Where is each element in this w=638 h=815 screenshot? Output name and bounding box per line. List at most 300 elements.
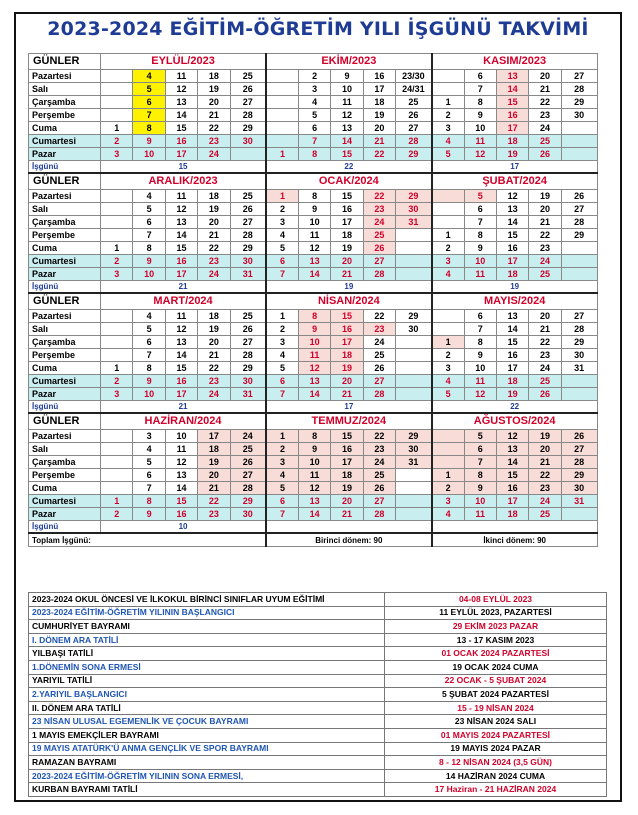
event-date: 23 NİSAN 2024 SALI [385, 715, 607, 729]
day-cell [266, 122, 298, 135]
day-cell: 4 [432, 508, 464, 521]
day-label: Çarşamba [29, 96, 101, 109]
day-cell: 1 [266, 310, 298, 323]
day-cell: 16 [496, 109, 528, 122]
day-cell: 24 [363, 216, 395, 229]
day-cell: 30 [396, 443, 432, 456]
day-cell: 9 [133, 135, 165, 148]
day-cell: 27 [230, 216, 266, 229]
isgunu-value: 17 [266, 401, 432, 414]
day-cell [101, 83, 133, 96]
day-cell: 20 [331, 375, 363, 388]
day-cell: 27 [561, 70, 597, 83]
day-cell: 12 [464, 148, 496, 161]
day-cell: 6 [133, 469, 165, 482]
isgunu-label: İşgünü [29, 281, 101, 294]
day-cell: 4 [133, 443, 165, 456]
day-cell: 18 [496, 268, 528, 281]
day-cell: 18 [198, 70, 230, 83]
day-cell: 10 [464, 362, 496, 375]
day-cell: 3 [432, 362, 464, 375]
day-cell: 24 [198, 268, 230, 281]
day-label: Çarşamba [29, 336, 101, 349]
day-label: Pazartesi [29, 310, 101, 323]
day-cell [396, 242, 432, 255]
day-cell: 31 [230, 388, 266, 401]
day-cell: 3 [133, 430, 165, 443]
event-label: CUMHURİYET BAYRAMI [29, 620, 385, 634]
gunler-header: GÜNLER [29, 293, 101, 310]
day-cell: 13 [496, 203, 528, 216]
day-cell: 21 [529, 83, 561, 96]
event-date: 15 - 19 NİSAN 2024 [385, 701, 607, 715]
day-cell: 19 [198, 456, 230, 469]
day-cell: 26 [396, 109, 432, 122]
isgunu-label: İşgünü [29, 161, 101, 174]
day-cell: 24 [529, 122, 561, 135]
day-cell [101, 96, 133, 109]
day-cell: 27 [561, 203, 597, 216]
day-cell: 28 [230, 229, 266, 242]
day-cell: 6 [266, 375, 298, 388]
day-cell: 1 [101, 122, 133, 135]
day-cell: 16 [331, 443, 363, 456]
event-date: 13 - 17 KASIM 2023 [385, 633, 607, 647]
day-cell: 10 [133, 268, 165, 281]
day-cell: 11 [464, 375, 496, 388]
isgunu-label: İşgünü [29, 521, 101, 534]
day-cell: 29 [561, 469, 597, 482]
day-cell [561, 242, 597, 255]
day-cell: 10 [331, 83, 363, 96]
day-cell: 15 [331, 430, 363, 443]
day-cell: 17 [165, 268, 197, 281]
day-cell: 8 [133, 122, 165, 135]
day-cell: 23 [198, 255, 230, 268]
day-cell: 27 [363, 255, 395, 268]
day-cell [396, 255, 432, 268]
day-cell: 28 [363, 388, 395, 401]
day-cell: 25 [230, 190, 266, 203]
day-cell: 3 [101, 148, 133, 161]
day-cell: 2 [432, 242, 464, 255]
day-cell [396, 495, 432, 508]
day-cell [396, 482, 432, 495]
day-cell [266, 70, 298, 83]
day-cell: 12 [496, 190, 528, 203]
day-cell: 2 [432, 109, 464, 122]
day-cell: 17 [496, 255, 528, 268]
event-label: 2023-2024 EĞİTİM-ÖĞRETİM YILININ BAŞLANGICI [29, 606, 385, 620]
day-cell: 12 [298, 242, 330, 255]
day-cell: 8 [464, 96, 496, 109]
day-cell: 1 [101, 495, 133, 508]
day-cell: 6 [464, 443, 496, 456]
day-cell: 6 [298, 122, 330, 135]
day-cell: 12 [496, 430, 528, 443]
day-cell: 22 [363, 310, 395, 323]
day-cell: 3 [432, 495, 464, 508]
day-cell: 14 [496, 83, 528, 96]
isgunu-value: 21 [101, 281, 267, 294]
day-cell: 16 [496, 242, 528, 255]
event-label: 23 NİSAN ULUSAL EGEMENLİK VE ÇOCUK BAYRAMI [29, 715, 385, 729]
day-cell [561, 255, 597, 268]
day-label: Cuma [29, 122, 101, 135]
day-cell: 5 [133, 456, 165, 469]
day-cell: 15 [165, 495, 197, 508]
day-cell: 28 [561, 83, 597, 96]
day-cell [396, 349, 432, 362]
day-cell: 29 [230, 362, 266, 375]
day-cell: 12 [165, 323, 197, 336]
day-cell [101, 349, 133, 362]
day-cell: 26 [561, 190, 597, 203]
day-cell: 5 [464, 190, 496, 203]
event-label: RAMAZAN BAYRAMI [29, 756, 385, 770]
day-cell: 25 [363, 349, 395, 362]
day-cell: 7 [133, 482, 165, 495]
day-cell: 19 [198, 83, 230, 96]
day-cell: 20 [331, 255, 363, 268]
day-cell [396, 375, 432, 388]
day-cell: 12 [298, 482, 330, 495]
day-label: Perşembe [29, 349, 101, 362]
day-cell: 25 [363, 229, 395, 242]
day-cell: 19 [331, 242, 363, 255]
day-cell: 21 [529, 216, 561, 229]
day-cell: 11 [298, 229, 330, 242]
day-cell: 17 [496, 122, 528, 135]
day-cell: 3 [101, 388, 133, 401]
day-cell: 11 [298, 469, 330, 482]
day-cell: 23 [198, 508, 230, 521]
event-date: 01 MAYIS 2024 PAZARTESİ [385, 728, 607, 742]
day-label: Pazartesi [29, 70, 101, 83]
event-date: 29 EKİM 2023 PAZAR [385, 620, 607, 634]
day-cell: 18 [331, 469, 363, 482]
day-cell: 24 [529, 362, 561, 375]
day-cell: 24 [363, 336, 395, 349]
day-cell: 13 [331, 122, 363, 135]
day-cell: 23 [363, 203, 395, 216]
day-cell: 19 [363, 109, 395, 122]
event-date: 19 OCAK 2024 CUMA [385, 660, 607, 674]
day-cell: 22 [198, 242, 230, 255]
day-cell: 26 [363, 242, 395, 255]
day-cell: 5 [432, 148, 464, 161]
day-cell: 22 [529, 469, 561, 482]
day-cell: 19 [496, 148, 528, 161]
event-label: YARIYIL TATİLİ [29, 674, 385, 688]
day-cell: 27 [396, 122, 432, 135]
isgunu-value: 22 [432, 401, 598, 414]
month-header: NİSAN/2024 [266, 293, 432, 310]
day-cell: 12 [165, 203, 197, 216]
day-cell: 1 [432, 336, 464, 349]
day-cell: 22 [198, 495, 230, 508]
day-cell: 3 [101, 268, 133, 281]
day-cell: 31 [396, 216, 432, 229]
day-cell [432, 203, 464, 216]
day-cell [432, 190, 464, 203]
day-cell: 22 [363, 430, 395, 443]
day-cell: 7 [298, 135, 330, 148]
isgunu-label: İşgünü [29, 401, 101, 414]
day-cell: 22 [363, 148, 395, 161]
day-cell: 1 [266, 430, 298, 443]
day-label: Perşembe [29, 109, 101, 122]
day-cell: 10 [298, 336, 330, 349]
day-cell: 14 [496, 216, 528, 229]
month-header: MART/2024 [101, 293, 267, 310]
day-cell: 6 [133, 96, 165, 109]
day-cell: 27 [230, 336, 266, 349]
day-cell: 26 [230, 203, 266, 216]
day-cell: 19 [198, 203, 230, 216]
day-cell: 29 [561, 229, 597, 242]
day-cell: 12 [331, 109, 363, 122]
day-cell [561, 135, 597, 148]
day-cell: 18 [331, 229, 363, 242]
day-cell: 4 [266, 229, 298, 242]
events-table [28, 592, 607, 797]
day-cell: 17 [331, 456, 363, 469]
day-cell: 24 [363, 456, 395, 469]
day-cell: 1 [101, 242, 133, 255]
day-cell [266, 135, 298, 148]
day-label: Cumartesi [29, 495, 101, 508]
day-cell: 19 [331, 362, 363, 375]
day-cell: 30 [561, 109, 597, 122]
day-cell [396, 388, 432, 401]
day-cell: 10 [464, 122, 496, 135]
day-cell [101, 310, 133, 323]
day-cell: 28 [363, 508, 395, 521]
day-cell [101, 203, 133, 216]
day-cell: 13 [496, 310, 528, 323]
day-cell: 30 [561, 482, 597, 495]
day-cell: 21 [198, 109, 230, 122]
day-cell [561, 268, 597, 281]
month-header: EYLÜL/2023 [101, 54, 267, 70]
day-cell: 8 [133, 495, 165, 508]
day-cell: 25 [529, 268, 561, 281]
day-label: Pazar [29, 148, 101, 161]
day-cell [101, 456, 133, 469]
day-cell: 9 [298, 323, 330, 336]
day-cell: 20 [529, 310, 561, 323]
day-cell: 23 [529, 349, 561, 362]
event-date: 19 MAYIS 2024 PAZAR [385, 742, 607, 756]
day-cell: 5 [266, 362, 298, 375]
day-cell: 3 [298, 83, 330, 96]
day-cell: 15 [496, 96, 528, 109]
day-cell: 13 [298, 495, 330, 508]
day-cell: 23 [529, 482, 561, 495]
day-cell: 28 [230, 482, 266, 495]
day-cell [101, 216, 133, 229]
day-cell: 14 [496, 323, 528, 336]
day-label: Pazartesi [29, 190, 101, 203]
day-cell: 29 [230, 495, 266, 508]
day-cell: 31 [561, 362, 597, 375]
day-cell [561, 388, 597, 401]
day-cell: 11 [165, 190, 197, 203]
day-cell: 15 [165, 362, 197, 375]
day-cell: 9 [298, 203, 330, 216]
day-cell [432, 310, 464, 323]
day-cell: 20 [529, 203, 561, 216]
day-cell: 28 [561, 216, 597, 229]
day-label: Perşembe [29, 229, 101, 242]
day-cell: 23/30 [396, 70, 432, 83]
day-cell: 21 [331, 388, 363, 401]
day-label: Cumartesi [29, 255, 101, 268]
day-cell: 9 [298, 443, 330, 456]
day-cell: 18 [496, 135, 528, 148]
day-cell: 17 [331, 336, 363, 349]
day-cell: 25 [529, 508, 561, 521]
day-cell: 2 [101, 255, 133, 268]
day-cell: 12 [464, 388, 496, 401]
day-label: Cuma [29, 362, 101, 375]
day-cell: 11 [464, 135, 496, 148]
day-cell [101, 229, 133, 242]
day-cell: 9 [133, 375, 165, 388]
day-cell: 13 [298, 255, 330, 268]
day-cell: 14 [165, 109, 197, 122]
day-cell: 11 [464, 268, 496, 281]
day-cell [101, 336, 133, 349]
event-date: 01 OCAK 2024 PAZARTESİ [385, 647, 607, 661]
day-cell: 14 [496, 456, 528, 469]
day-cell: 25 [230, 310, 266, 323]
day-cell [396, 229, 432, 242]
day-cell: 29 [561, 96, 597, 109]
day-cell: 18 [198, 443, 230, 456]
day-cell: 16 [331, 203, 363, 216]
day-cell: 21 [198, 482, 230, 495]
day-cell: 14 [165, 229, 197, 242]
day-cell: 17 [496, 495, 528, 508]
day-cell: 21 [198, 349, 230, 362]
day-cell: 22 [363, 190, 395, 203]
day-cell [101, 443, 133, 456]
day-cell: 19 [198, 323, 230, 336]
day-cell: 7 [266, 508, 298, 521]
day-cell: 15 [496, 229, 528, 242]
day-cell: 4 [133, 70, 165, 83]
day-cell: 25 [363, 469, 395, 482]
day-cell: 9 [464, 349, 496, 362]
isgunu-value: 19 [432, 281, 598, 294]
day-cell: 26 [230, 83, 266, 96]
event-date: 8 - 12 NİSAN 2024 (3,5 GÜN) [385, 756, 607, 770]
day-label: Salı [29, 83, 101, 96]
day-cell: 27 [561, 310, 597, 323]
day-cell: 11 [298, 349, 330, 362]
day-cell: 1 [432, 229, 464, 242]
day-cell: 9 [133, 255, 165, 268]
day-cell: 23 [529, 242, 561, 255]
day-cell: 5 [133, 323, 165, 336]
day-cell: 24 [198, 388, 230, 401]
day-cell [101, 482, 133, 495]
day-cell: 15 [331, 148, 363, 161]
isgunu-value: 19 [266, 281, 432, 294]
day-label: Salı [29, 203, 101, 216]
day-cell: 22 [198, 362, 230, 375]
day-cell: 6 [464, 70, 496, 83]
day-cell: 28 [363, 268, 395, 281]
day-cell: 21 [198, 229, 230, 242]
day-cell: 9 [464, 109, 496, 122]
day-cell: 8 [298, 148, 330, 161]
day-cell: 31 [230, 268, 266, 281]
day-cell [230, 148, 266, 161]
day-cell [432, 443, 464, 456]
day-cell: 20 [363, 122, 395, 135]
day-cell [396, 268, 432, 281]
isgunu-value: 22 [266, 161, 432, 174]
event-label: 2.YARIYIL BAŞLANGICI [29, 688, 385, 702]
day-cell: 16 [165, 508, 197, 521]
day-cell: 13 [165, 336, 197, 349]
day-cell: 19 [496, 388, 528, 401]
day-cell: 18 [496, 375, 528, 388]
day-cell: 26 [363, 362, 395, 375]
workday-calendar-table [28, 53, 598, 547]
day-cell: 18 [363, 96, 395, 109]
day-cell: 7 [266, 388, 298, 401]
day-cell: 12 [298, 362, 330, 375]
day-cell: 16 [496, 349, 528, 362]
day-cell: 1 [266, 190, 298, 203]
day-cell [432, 323, 464, 336]
day-cell: 17 [198, 430, 230, 443]
day-cell: 22 [529, 96, 561, 109]
month-header: ARALIK/2023 [101, 173, 267, 190]
day-cell: 5 [266, 482, 298, 495]
day-cell: 30 [230, 135, 266, 148]
page-title: 2023-2024 EĞİTİM-ÖĞRETİM YILI İŞGÜNÜ TAKVİMİ [47, 18, 589, 40]
day-cell: 4 [266, 469, 298, 482]
day-cell: 4 [298, 96, 330, 109]
day-cell: 4 [432, 268, 464, 281]
day-cell: 2 [266, 323, 298, 336]
month-header: MAYIS/2024 [432, 293, 598, 310]
day-cell: 21 [529, 323, 561, 336]
day-cell: 7 [464, 83, 496, 96]
day-cell: 23 [529, 109, 561, 122]
day-cell: 15 [331, 190, 363, 203]
event-label: 1.DÖNEMİN SONA ERMESİ [29, 660, 385, 674]
day-cell: 5 [133, 203, 165, 216]
day-cell: 27 [561, 443, 597, 456]
day-cell: 7 [464, 216, 496, 229]
day-cell: 9 [464, 242, 496, 255]
day-cell: 18 [198, 190, 230, 203]
day-cell: 10 [298, 216, 330, 229]
day-cell: 15 [165, 122, 197, 135]
day-cell: 24 [198, 148, 230, 161]
day-cell [266, 96, 298, 109]
day-cell: 14 [298, 388, 330, 401]
day-cell: 22 [529, 336, 561, 349]
day-cell: 14 [298, 268, 330, 281]
month-header: TEMMUZ/2024 [266, 413, 432, 430]
